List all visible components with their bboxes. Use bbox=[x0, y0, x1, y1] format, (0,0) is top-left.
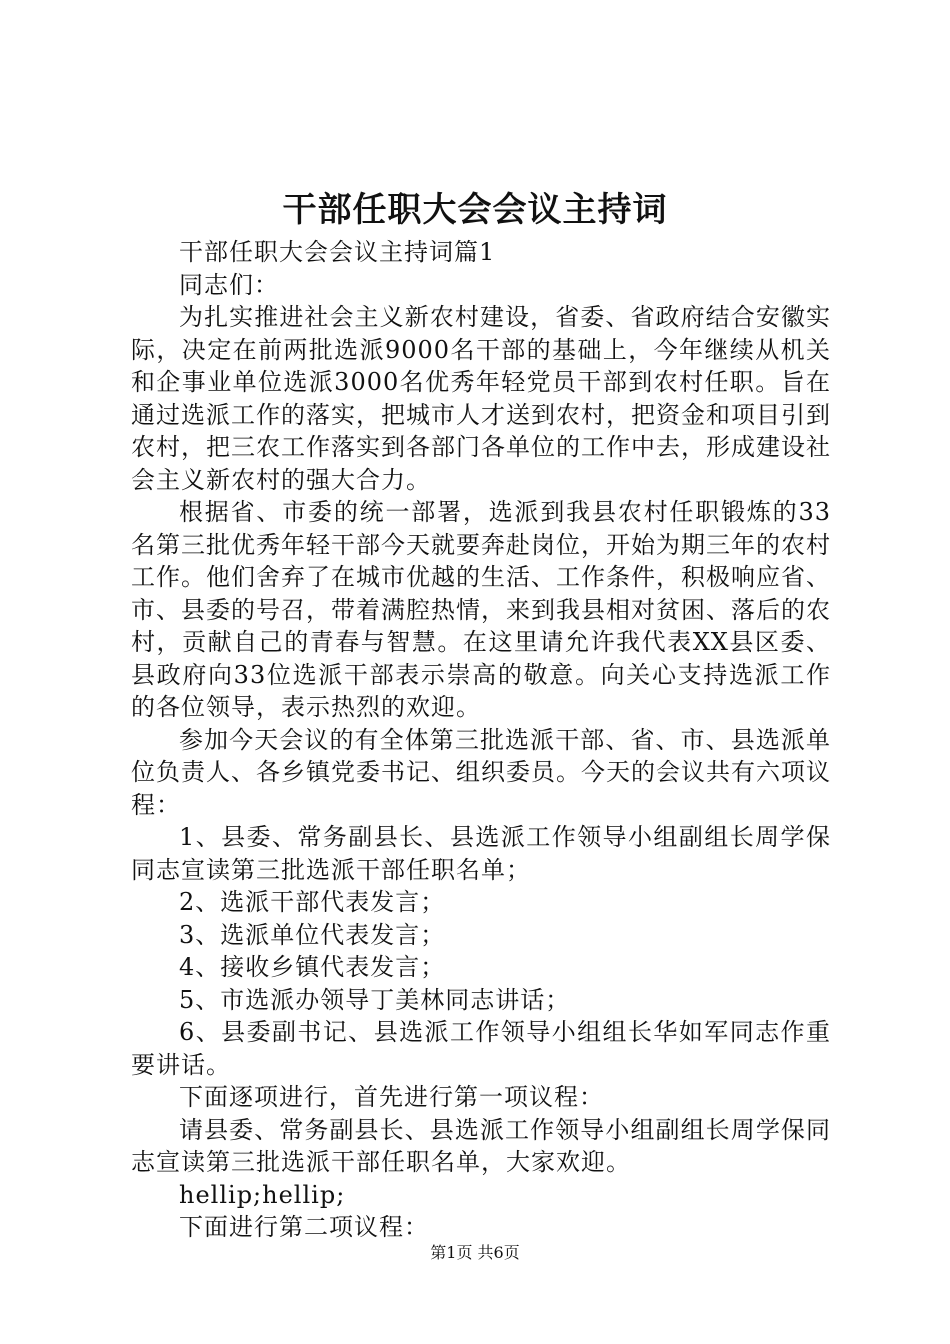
agenda-item: 2、选派干部代表发言； bbox=[179, 888, 446, 916]
document-body bbox=[131, 236, 831, 1244]
paragraph: 参加今天会议的有全体第三批选派干部、省、市、县选派单位负责人、各乡镇党委书记、组织委员。今天的会议共有六项议程： bbox=[131, 725, 831, 819]
paragraph: 下面逐项进行，首先进行第一项议程： bbox=[179, 1083, 604, 1111]
paragraph: 请县委、常务副县长、县选派工作领导小组副组长周学保同志宣读第三批选派干部任职名单，大家欢迎。 bbox=[131, 1115, 831, 1176]
agenda-item: 3、选派单位代表发言； bbox=[179, 920, 446, 949]
paragraph: 根据省、市委的统一部署，选派到我县农村任职锻炼的33名第三批优秀年轻干部今天就要奔赴岗位，开始为期三年的农村工作。他们舍弃了在城市优越的生活、工作条件，积极响应省、市、县委的号召，带着满腔热情，来到我县相对贫困、落后的农村，贡献自己的青春与智慧。在这里请允许我代表XX县区委、县政府向33位选派干部表示崇高的敬意。向关心支持选派工作的各位领导，表示热烈的欢迎。 bbox=[131, 498, 831, 721]
salutation: 同志们： bbox=[179, 270, 279, 299]
agenda-item: 1、县委、常务副县长、县选派工作领导小组副组长周学保同志宣读第三批选派干部任职名单； bbox=[131, 823, 831, 884]
agenda-item: 5、市选派办领导丁美林同志讲话； bbox=[179, 985, 571, 1014]
agenda-item: 6、县委副书记、县选派工作领导小组组长华如军同志作重要讲话。 bbox=[131, 1018, 831, 1079]
page-footer: 第1页 共6页 bbox=[430, 1243, 520, 1262]
document-title: 干部任职大会会议主持词 bbox=[282, 190, 668, 230]
agenda-item: 4、接收乡镇代表发言； bbox=[179, 953, 446, 981]
paragraph: 为扎实推进社会主义新农村建设，省委、省政府结合安徽实际，决定在前两批选派9000名干部的基础上，今年继续从机关和企事业单位选派3000名优秀年轻党员干部到农村任职。旨在通过选派工作的落实，把城市人才送到农村，把资金和项目引到农村，把三农工作落实到各部门各单位的工作中去，形成建设社会主义新农村的强大合力。 bbox=[131, 303, 831, 494]
section-heading: 干部任职大会会议主持词篇1 bbox=[179, 238, 496, 266]
paragraph: hellip;hellip; bbox=[179, 1180, 346, 1209]
paragraph: 下面进行第二项议程： bbox=[179, 1213, 429, 1241]
